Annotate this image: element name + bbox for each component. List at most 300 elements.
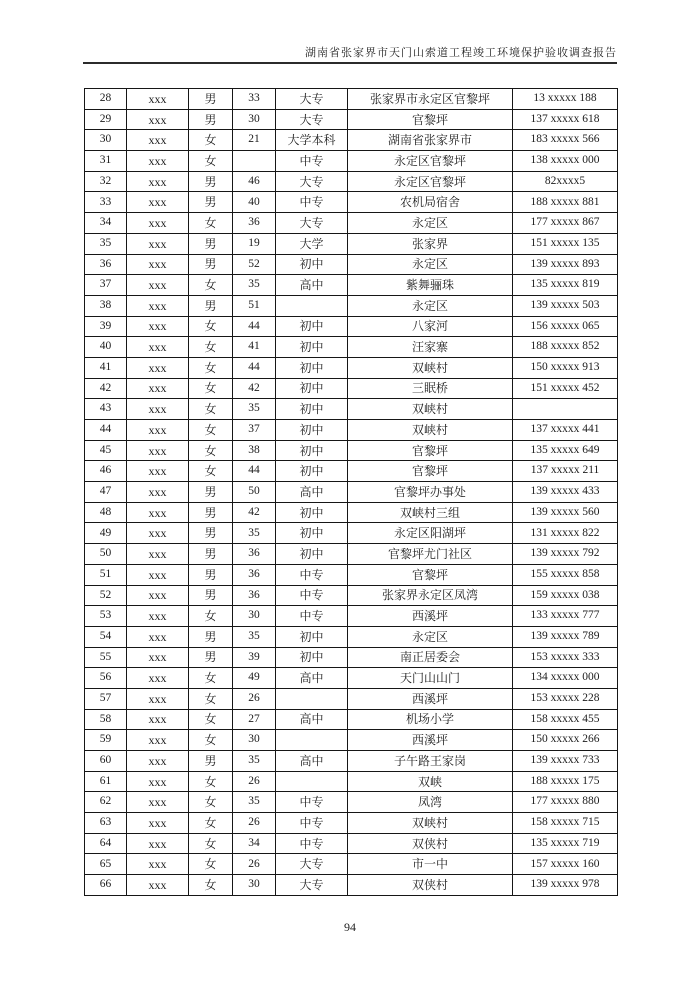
table-cell-index: 48 <box>85 502 127 523</box>
table-cell-gender: 女 <box>189 316 233 337</box>
table-cell-gender: 男 <box>189 647 233 668</box>
table-cell-gender: 女 <box>189 440 233 461</box>
table-cell-address: 双峡村 <box>348 357 513 378</box>
table-cell-phone: 135 xxxxx 649 <box>513 440 618 461</box>
table-cell-name: xxx <box>127 626 189 647</box>
table-row <box>85 171 618 192</box>
table-cell-phone: 131 xxxxx 822 <box>513 523 618 544</box>
table-cell-phone: 158 xxxxx 455 <box>513 709 618 730</box>
table-cell-education: 初中 <box>276 502 348 523</box>
table-cell-gender: 男 <box>189 564 233 585</box>
table-cell-education <box>276 688 348 709</box>
table-cell-name: xxx <box>127 730 189 751</box>
table-cell-address: 张家界 <box>348 233 513 254</box>
table-cell-gender: 女 <box>189 399 233 420</box>
table-cell-education: 初中 <box>276 647 348 668</box>
table-cell-address: 八家河 <box>348 316 513 337</box>
table-cell-phone: 137 xxxxx 441 <box>513 420 618 441</box>
table-cell-phone: 139 xxxxx 789 <box>513 626 618 647</box>
table-cell-education: 大专 <box>276 875 348 896</box>
table-cell-name: xxx <box>127 378 189 399</box>
table-cell-education: 大学 <box>276 233 348 254</box>
table-row <box>85 254 618 275</box>
table-cell-phone: 139 xxxxx 733 <box>513 751 618 772</box>
table-cell-age: 36 <box>233 544 276 565</box>
table-cell-education: 中专 <box>276 606 348 627</box>
table-cell-gender: 女 <box>189 378 233 399</box>
table-row <box>85 751 618 772</box>
table-cell-name: xxx <box>127 89 189 110</box>
table-row <box>85 647 618 668</box>
table-cell-age: 35 <box>233 399 276 420</box>
table-cell-gender: 女 <box>189 130 233 151</box>
table-cell-name: xxx <box>127 295 189 316</box>
table-cell-phone: 135 xxxxx 719 <box>513 833 618 854</box>
table-cell-name: xxx <box>127 771 189 792</box>
table-cell-name: xxx <box>127 523 189 544</box>
table-cell-address: 双峡 <box>348 771 513 792</box>
table-cell-age: 50 <box>233 482 276 503</box>
table-cell-age: 34 <box>233 833 276 854</box>
table-row <box>85 502 618 523</box>
table-cell-education: 中专 <box>276 564 348 585</box>
table-cell-education: 中专 <box>276 813 348 834</box>
table-cell-education <box>276 771 348 792</box>
table-cell-age: 21 <box>233 130 276 151</box>
table-cell-index: 66 <box>85 875 127 896</box>
table-cell-education <box>276 730 348 751</box>
table-cell-education: 大学本科 <box>276 130 348 151</box>
table-cell-index: 58 <box>85 709 127 730</box>
table-cell-age: 26 <box>233 688 276 709</box>
header-divider <box>83 62 617 64</box>
table-cell-phone: 139 xxxxx 978 <box>513 875 618 896</box>
table-cell-index: 39 <box>85 316 127 337</box>
table-cell-address: 官黎坪尤门社区 <box>348 544 513 565</box>
table-cell-phone: 139 xxxxx 792 <box>513 544 618 565</box>
table-cell-phone <box>513 399 618 420</box>
table-cell-name: xxx <box>127 688 189 709</box>
running-header-title: 湖南省张家界市天门山索道工程竣工环境保护验收调查报告 <box>305 47 617 59</box>
table-cell-gender: 男 <box>189 89 233 110</box>
table-cell-address: 双侠村 <box>348 875 513 896</box>
table-cell-phone: 153 xxxxx 228 <box>513 688 618 709</box>
table-row <box>85 585 618 606</box>
table-cell-age: 33 <box>233 89 276 110</box>
table-cell-gender: 女 <box>189 854 233 875</box>
table-cell-address: 双侠村 <box>348 833 513 854</box>
table-row <box>85 730 618 751</box>
table-cell-phone: 137 xxxxx 618 <box>513 109 618 130</box>
table-cell-name: xxx <box>127 647 189 668</box>
table-cell-gender: 女 <box>189 151 233 172</box>
table-cell-age: 30 <box>233 606 276 627</box>
table-cell-address: 双峡村 <box>348 399 513 420</box>
table-cell-phone: 188 xxxxx 852 <box>513 337 618 358</box>
table-cell-name: xxx <box>127 357 189 378</box>
table-cell-gender: 男 <box>189 254 233 275</box>
table-cell-name: xxx <box>127 420 189 441</box>
table-cell-address: 农机局宿舍 <box>348 192 513 213</box>
table-cell-education: 高中 <box>276 668 348 689</box>
table-row <box>85 668 618 689</box>
table-row <box>85 337 618 358</box>
table-cell-age: 38 <box>233 440 276 461</box>
table-row <box>85 482 618 503</box>
table-cell-index: 56 <box>85 668 127 689</box>
table-row <box>85 399 618 420</box>
table-cell-index: 46 <box>85 461 127 482</box>
table-cell-phone: 183 xxxxx 566 <box>513 130 618 151</box>
table-row <box>85 461 618 482</box>
table-cell-name: xxx <box>127 875 189 896</box>
table-cell-gender: 女 <box>189 875 233 896</box>
table-cell-index: 50 <box>85 544 127 565</box>
table-cell-phone: 155 xxxxx 858 <box>513 564 618 585</box>
table-cell-address: 天门山山门 <box>348 668 513 689</box>
table-cell-address: 湖南省张家界市 <box>348 130 513 151</box>
table-cell-address: 汪家寨 <box>348 337 513 358</box>
table-cell-index: 49 <box>85 523 127 544</box>
table-cell-age: 44 <box>233 316 276 337</box>
table-cell-gender: 女 <box>189 461 233 482</box>
table-cell-age: 35 <box>233 626 276 647</box>
table-row <box>85 771 618 792</box>
table-cell-education: 初中 <box>276 626 348 647</box>
table-cell-name: xxx <box>127 709 189 730</box>
table-cell-index: 43 <box>85 399 127 420</box>
table-cell-name: xxx <box>127 130 189 151</box>
table-cell-name: xxx <box>127 482 189 503</box>
table-cell-gender: 男 <box>189 171 233 192</box>
table-row <box>85 151 618 172</box>
table-cell-education: 初中 <box>276 337 348 358</box>
table-cell-address: 三眠桥 <box>348 378 513 399</box>
table-cell-index: 54 <box>85 626 127 647</box>
table-cell-phone: 159 xxxxx 038 <box>513 585 618 606</box>
table-cell-education: 大专 <box>276 171 348 192</box>
table-cell-gender: 女 <box>189 337 233 358</box>
table-cell-address: 永定区官黎坪 <box>348 151 513 172</box>
table-cell-name: xxx <box>127 275 189 296</box>
table-cell-address: 市一中 <box>348 854 513 875</box>
table-cell-gender: 女 <box>189 771 233 792</box>
table-row <box>85 130 618 151</box>
table-cell-index: 36 <box>85 254 127 275</box>
table-cell-address: 机场小学 <box>348 709 513 730</box>
table-cell-name: xxx <box>127 233 189 254</box>
table-cell-age: 37 <box>233 420 276 441</box>
table-cell-name: xxx <box>127 792 189 813</box>
table-cell-name: xxx <box>127 440 189 461</box>
table-cell-education: 中专 <box>276 792 348 813</box>
table-cell-index: 45 <box>85 440 127 461</box>
table-cell-index: 42 <box>85 378 127 399</box>
table-cell-gender: 男 <box>189 502 233 523</box>
table-cell-index: 44 <box>85 420 127 441</box>
table-cell-index: 28 <box>85 89 127 110</box>
table-cell-name: xxx <box>127 585 189 606</box>
table-cell-education: 初中 <box>276 523 348 544</box>
table-cell-address: 子午路王家岗 <box>348 751 513 772</box>
table-cell-age: 42 <box>233 378 276 399</box>
table-cell-phone: 134 xxxxx 000 <box>513 668 618 689</box>
table-cell-address: 永定区 <box>348 254 513 275</box>
table-cell-index: 33 <box>85 192 127 213</box>
table-cell-education: 初中 <box>276 254 348 275</box>
table-row <box>85 213 618 234</box>
table-cell-address: 官黎坪 <box>348 440 513 461</box>
table-cell-education: 高中 <box>276 482 348 503</box>
table-cell-name: xxx <box>127 606 189 627</box>
table-cell-address: 永定区 <box>348 295 513 316</box>
table-cell-address: 官黎坪 <box>348 564 513 585</box>
table-cell-name: xxx <box>127 502 189 523</box>
table-cell-phone: 177 xxxxx 867 <box>513 213 618 234</box>
table-cell-name: xxx <box>127 854 189 875</box>
table-cell-name: xxx <box>127 192 189 213</box>
table-cell-gender: 男 <box>189 544 233 565</box>
table-cell-gender: 女 <box>189 688 233 709</box>
table-cell-index: 64 <box>85 833 127 854</box>
table-row <box>85 89 618 110</box>
table-cell-age: 39 <box>233 647 276 668</box>
table-cell-gender: 男 <box>189 626 233 647</box>
table-row <box>85 833 618 854</box>
table-cell-gender: 男 <box>189 233 233 254</box>
table-cell-age: 26 <box>233 771 276 792</box>
table-row <box>85 233 618 254</box>
table-cell-education: 初中 <box>276 399 348 420</box>
respondent-table <box>84 88 618 896</box>
table-row <box>85 295 618 316</box>
respondent-table-body <box>85 89 618 896</box>
table-cell-age: 35 <box>233 275 276 296</box>
table-cell-phone: 13 xxxxx 188 <box>513 89 618 110</box>
table-cell-gender: 女 <box>189 709 233 730</box>
table-cell-age: 36 <box>233 585 276 606</box>
table-cell-index: 34 <box>85 213 127 234</box>
table-cell-address: 永定区 <box>348 626 513 647</box>
table-cell-address: 官黎坪 <box>348 109 513 130</box>
table-cell-index: 31 <box>85 151 127 172</box>
table-cell-name: xxx <box>127 399 189 420</box>
table-row <box>85 544 618 565</box>
table-cell-index: 62 <box>85 792 127 813</box>
table-cell-index: 63 <box>85 813 127 834</box>
table-cell-gender: 女 <box>189 833 233 854</box>
table-cell-education: 高中 <box>276 709 348 730</box>
table-cell-age: 36 <box>233 564 276 585</box>
table-cell-gender: 男 <box>189 192 233 213</box>
table-cell-phone: 158 xxxxx 715 <box>513 813 618 834</box>
table-cell-age: 30 <box>233 730 276 751</box>
table-cell-address: 官黎坪 <box>348 461 513 482</box>
table-cell-age: 26 <box>233 854 276 875</box>
table-cell-gender: 女 <box>189 730 233 751</box>
table-cell-index: 29 <box>85 109 127 130</box>
table-row <box>85 813 618 834</box>
table-cell-phone: 150 xxxxx 913 <box>513 357 618 378</box>
table-row <box>85 523 618 544</box>
table-cell-phone: 139 xxxxx 503 <box>513 295 618 316</box>
table-row <box>85 564 618 585</box>
table-cell-age <box>233 151 276 172</box>
table-cell-age: 27 <box>233 709 276 730</box>
table-cell-phone: 150 xxxxx 266 <box>513 730 618 751</box>
table-cell-gender: 女 <box>189 813 233 834</box>
table-cell-address: 官黎坪办事处 <box>348 482 513 503</box>
table-cell-age: 26 <box>233 813 276 834</box>
table-cell-address: 凤湾 <box>348 792 513 813</box>
table-cell-gender: 男 <box>189 295 233 316</box>
table-row <box>85 192 618 213</box>
table-cell-name: xxx <box>127 109 189 130</box>
table-cell-education: 初中 <box>276 461 348 482</box>
table-cell-address: 永定区 <box>348 213 513 234</box>
table-cell-education: 初中 <box>276 378 348 399</box>
table-cell-age: 44 <box>233 461 276 482</box>
table-cell-age: 41 <box>233 337 276 358</box>
table-cell-education: 大专 <box>276 854 348 875</box>
table-row <box>85 316 618 337</box>
table-cell-gender: 女 <box>189 792 233 813</box>
table-cell-phone: 157 xxxxx 160 <box>513 854 618 875</box>
table-cell-name: xxx <box>127 668 189 689</box>
table-cell-education: 高中 <box>276 751 348 772</box>
table-cell-index: 52 <box>85 585 127 606</box>
table-cell-address: 西溪坪 <box>348 606 513 627</box>
table-cell-name: xxx <box>127 751 189 772</box>
table-cell-education: 中专 <box>276 151 348 172</box>
table-row <box>85 357 618 378</box>
table-cell-address: 张家界永定区凤湾 <box>348 585 513 606</box>
table-cell-education: 初中 <box>276 420 348 441</box>
table-cell-address: 双峡村三组 <box>348 502 513 523</box>
table-cell-education: 中专 <box>276 192 348 213</box>
table-cell-phone: 137 xxxxx 211 <box>513 461 618 482</box>
table-row <box>85 275 618 296</box>
table-cell-age: 35 <box>233 751 276 772</box>
table-row <box>85 109 618 130</box>
table-cell-gender: 男 <box>189 751 233 772</box>
table-cell-name: xxx <box>127 544 189 565</box>
table-cell-index: 57 <box>85 688 127 709</box>
table-cell-education <box>276 295 348 316</box>
table-cell-age: 44 <box>233 357 276 378</box>
table-cell-phone: 188 xxxxx 881 <box>513 192 618 213</box>
table-cell-age: 35 <box>233 792 276 813</box>
table-cell-age: 19 <box>233 233 276 254</box>
table-cell-phone: 82xxxx5 <box>513 171 618 192</box>
table-cell-phone: 151 xxxxx 452 <box>513 378 618 399</box>
table-cell-address: 双峡村 <box>348 420 513 441</box>
table-cell-gender: 女 <box>189 275 233 296</box>
table-cell-address: 西溪坪 <box>348 688 513 709</box>
table-cell-age: 30 <box>233 109 276 130</box>
table-cell-education: 大专 <box>276 89 348 110</box>
table-cell-age: 51 <box>233 295 276 316</box>
table-cell-education: 初中 <box>276 440 348 461</box>
table-cell-address: 双峡村 <box>348 813 513 834</box>
table-cell-index: 55 <box>85 647 127 668</box>
table-row <box>85 875 618 896</box>
table-cell-gender: 女 <box>189 357 233 378</box>
table-cell-address: 西溪坪 <box>348 730 513 751</box>
table-cell-gender: 男 <box>189 523 233 544</box>
table-cell-name: xxx <box>127 833 189 854</box>
table-cell-age: 42 <box>233 502 276 523</box>
table-cell-gender: 女 <box>189 668 233 689</box>
table-cell-age: 46 <box>233 171 276 192</box>
table-cell-index: 51 <box>85 564 127 585</box>
table-cell-age: 36 <box>233 213 276 234</box>
table-cell-address: 永定区阳湖坪 <box>348 523 513 544</box>
table-cell-gender: 男 <box>189 482 233 503</box>
table-cell-education: 中专 <box>276 833 348 854</box>
table-cell-index: 30 <box>85 130 127 151</box>
table-cell-address: 紫舞骊珠 <box>348 275 513 296</box>
table-cell-education: 初中 <box>276 544 348 565</box>
table-cell-index: 47 <box>85 482 127 503</box>
table-cell-index: 38 <box>85 295 127 316</box>
table-cell-phone: 138 xxxxx 000 <box>513 151 618 172</box>
table-cell-gender: 女 <box>189 606 233 627</box>
table-row <box>85 688 618 709</box>
table-cell-education: 初中 <box>276 316 348 337</box>
table-cell-name: xxx <box>127 461 189 482</box>
table-cell-education: 大专 <box>276 109 348 130</box>
table-row <box>85 854 618 875</box>
table-cell-age: 35 <box>233 523 276 544</box>
table-cell-name: xxx <box>127 151 189 172</box>
table-cell-phone: 151 xxxxx 135 <box>513 233 618 254</box>
table-cell-phone: 139 xxxxx 433 <box>513 482 618 503</box>
table-cell-gender: 男 <box>189 109 233 130</box>
table-cell-index: 37 <box>85 275 127 296</box>
table-cell-gender: 女 <box>189 420 233 441</box>
table-cell-phone: 156 xxxxx 065 <box>513 316 618 337</box>
table-cell-gender: 女 <box>189 213 233 234</box>
table-cell-name: xxx <box>127 213 189 234</box>
table-cell-phone: 133 xxxxx 777 <box>513 606 618 627</box>
table-cell-index: 61 <box>85 771 127 792</box>
table-row <box>85 440 618 461</box>
table-cell-index: 60 <box>85 751 127 772</box>
table-cell-phone: 139 xxxxx 560 <box>513 502 618 523</box>
table-row <box>85 709 618 730</box>
table-cell-index: 65 <box>85 854 127 875</box>
table-cell-age: 40 <box>233 192 276 213</box>
table-cell-name: xxx <box>127 813 189 834</box>
table-cell-education: 初中 <box>276 357 348 378</box>
table-cell-index: 59 <box>85 730 127 751</box>
table-cell-name: xxx <box>127 171 189 192</box>
table-cell-index: 32 <box>85 171 127 192</box>
table-cell-name: xxx <box>127 254 189 275</box>
table-row <box>85 378 618 399</box>
table-cell-address: 张家界市永定区官黎坪 <box>348 89 513 110</box>
table-cell-phone: 135 xxxxx 819 <box>513 275 618 296</box>
table-cell-index: 53 <box>85 606 127 627</box>
table-row <box>85 792 618 813</box>
table-cell-education: 中专 <box>276 585 348 606</box>
page-number: 94 <box>344 920 356 934</box>
table-cell-index: 41 <box>85 357 127 378</box>
table-cell-phone: 188 xxxxx 175 <box>513 771 618 792</box>
table-cell-phone: 153 xxxxx 333 <box>513 647 618 668</box>
table-cell-age: 49 <box>233 668 276 689</box>
